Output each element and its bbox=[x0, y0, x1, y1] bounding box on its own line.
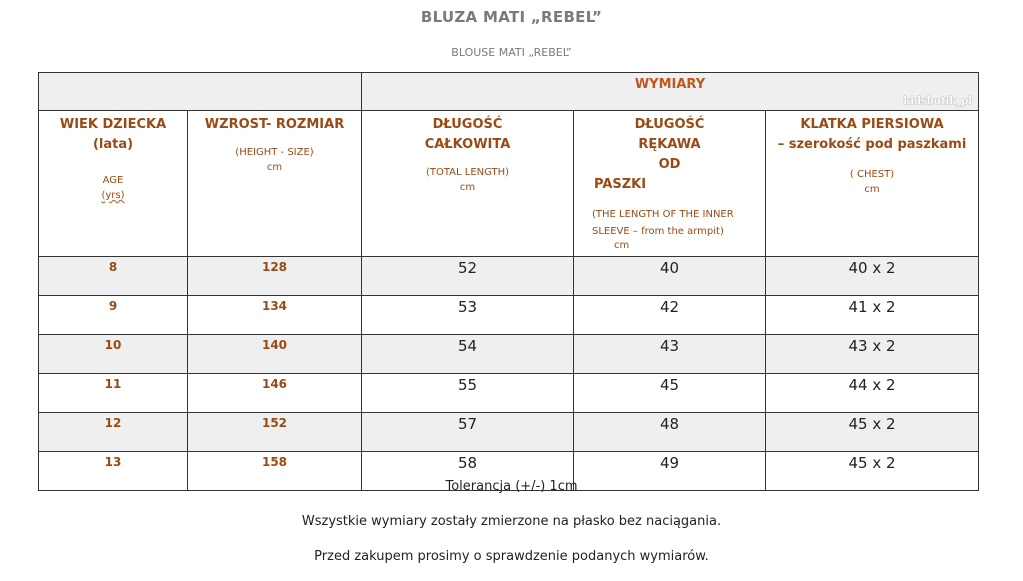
cell-sleeve: 45 bbox=[574, 374, 766, 413]
table-row bbox=[39, 413, 979, 452]
header-height-en: (HEIGHT - SIZE) bbox=[235, 147, 314, 158]
cell-total-length: 55 bbox=[362, 374, 574, 413]
header-sleeve bbox=[574, 111, 766, 257]
header-total-length-en: (TOTAL LENGTH) bbox=[425, 167, 510, 178]
check-note: Przed zakupem prosimy o sprawdzenie podanych wymiarów. bbox=[314, 549, 709, 564]
cell-age: 12 bbox=[39, 413, 188, 452]
header-chest-en: ( CHEST) bbox=[849, 169, 895, 180]
cell-height: 140 bbox=[188, 335, 362, 374]
header-sleeve-label-paszki: PASZKI bbox=[594, 177, 647, 192]
header-sleeve-en: (THE LENGTH OF THE INNER SLEEVE – from the armpit) bbox=[592, 209, 734, 237]
cell-chest: 44 x 2 bbox=[766, 374, 979, 413]
cell-total-length: 52 bbox=[362, 257, 574, 296]
cell-total-length: 58 bbox=[362, 452, 574, 491]
header-height-unit: cm bbox=[266, 162, 283, 173]
header-sleeve-unit: cm bbox=[614, 240, 630, 251]
cell-age: 13 bbox=[39, 452, 188, 491]
header-sleeve-label: DŁUGOŚĆ RĘKAWA OD bbox=[634, 117, 705, 172]
cell-height: 146 bbox=[188, 374, 362, 413]
cell-total-length: 53 bbox=[362, 296, 574, 335]
header-age-label: WIEK DZIECKA (lata) bbox=[59, 117, 167, 152]
table-row bbox=[39, 335, 979, 374]
cell-height: 134 bbox=[188, 296, 362, 335]
cell-chest: 40 x 2 bbox=[766, 257, 979, 296]
header-total-length-label: DŁUGOŚĆ CAŁKOWITA bbox=[424, 117, 511, 152]
cell-height: 128 bbox=[188, 257, 362, 296]
cell-height: 152 bbox=[188, 413, 362, 452]
group-header-cell bbox=[362, 73, 979, 111]
cell-sleeve: 49 bbox=[574, 452, 766, 491]
cell-sleeve: 42 bbox=[574, 296, 766, 335]
page-subtitle: BLOUSE MATI „REBEL” bbox=[451, 46, 572, 59]
column-header-row bbox=[39, 111, 979, 257]
cell-chest: 45 x 2 bbox=[766, 413, 979, 452]
table-top-row bbox=[39, 73, 979, 111]
table-row bbox=[39, 257, 979, 296]
table-row bbox=[39, 374, 979, 413]
cell-age: 8 bbox=[39, 257, 188, 296]
page-title: BLUZA MATI „REBEL” bbox=[420, 8, 603, 26]
cell-chest: 43 x 2 bbox=[766, 335, 979, 374]
cell-age: 11 bbox=[39, 374, 188, 413]
cell-sleeve: 40 bbox=[574, 257, 766, 296]
header-age bbox=[39, 111, 188, 257]
cell-sleeve: 48 bbox=[574, 413, 766, 452]
tolerance-note: Tolerancja (+/-) 1cm bbox=[445, 479, 578, 494]
watermark: kidsbutik_pl bbox=[903, 96, 973, 107]
cell-total-length: 57 bbox=[362, 413, 574, 452]
size-table bbox=[38, 72, 979, 491]
header-chest bbox=[766, 111, 979, 257]
header-height bbox=[188, 111, 362, 257]
cell-age: 10 bbox=[39, 335, 188, 374]
table-row bbox=[39, 296, 979, 335]
header-age-en-unit: (yrs) bbox=[101, 190, 125, 201]
cell-sleeve: 43 bbox=[574, 335, 766, 374]
cell-total-length: 54 bbox=[362, 335, 574, 374]
header-chest-label: KLATKA PIERSIOWA – szerokość pod paszkami bbox=[777, 117, 967, 152]
header-total-length-unit: cm bbox=[459, 182, 476, 193]
header-total-length bbox=[362, 111, 574, 257]
cell-chest: 41 x 2 bbox=[766, 296, 979, 335]
empty-header-cell bbox=[39, 73, 362, 111]
measurement-note: Wszystkie wymiary zostały zmierzone na płasko bez naciągania. bbox=[301, 514, 722, 529]
cell-age: 9 bbox=[39, 296, 188, 335]
cell-height: 158 bbox=[188, 452, 362, 491]
header-chest-unit: cm bbox=[864, 184, 880, 195]
cell-chest: 45 x 2 bbox=[766, 452, 979, 491]
header-age-en: AGE bbox=[102, 175, 124, 186]
group-header-label: WYMIARY bbox=[634, 77, 706, 92]
header-height-label: WZROST- ROZMIAR bbox=[204, 117, 345, 132]
